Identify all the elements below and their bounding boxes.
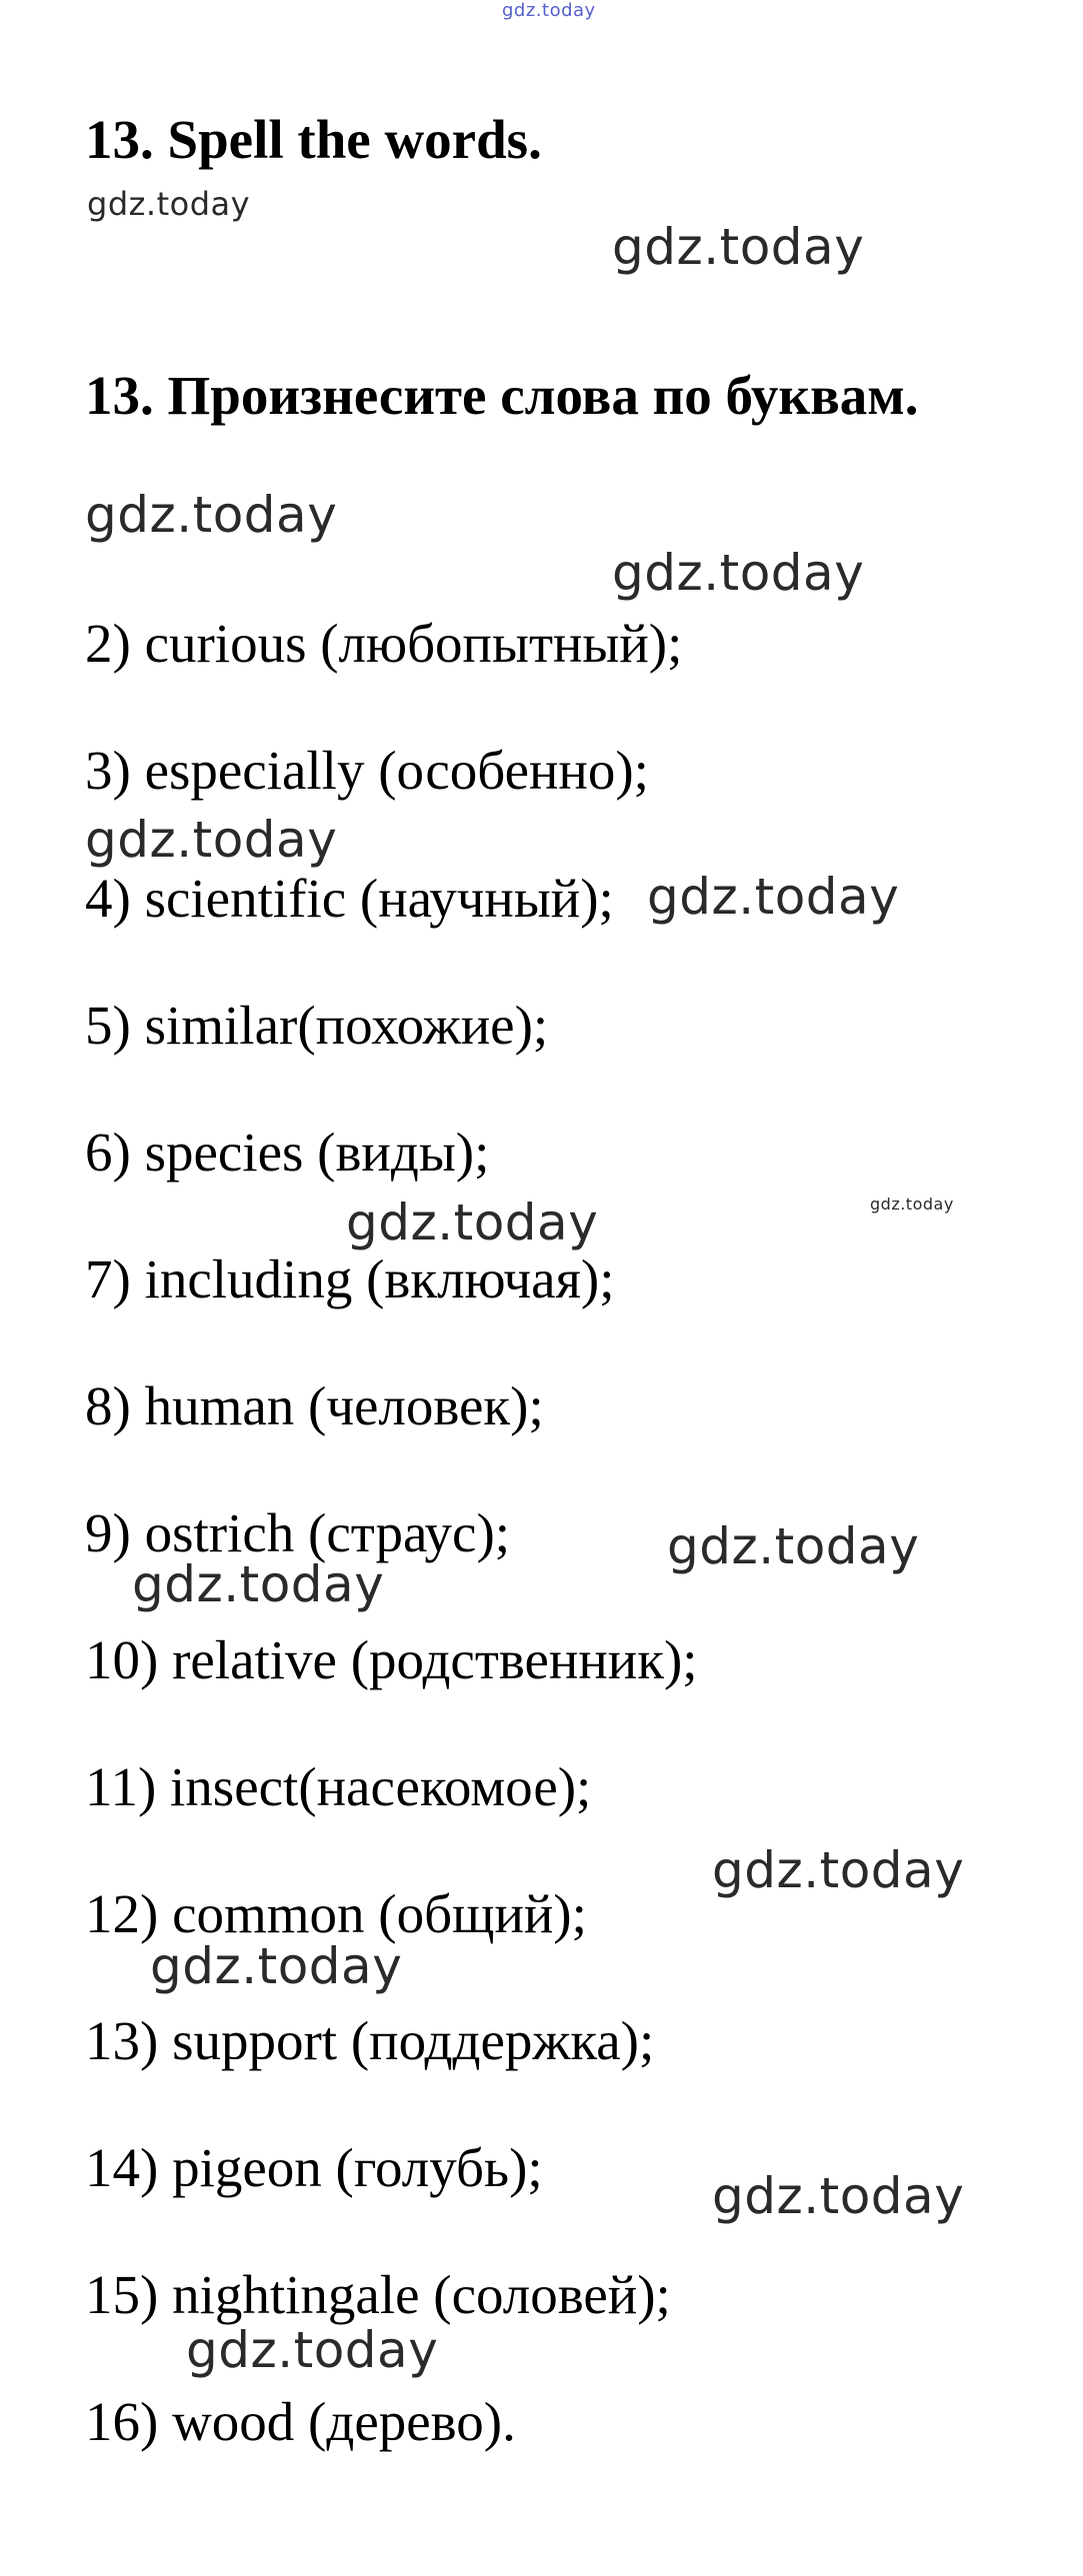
exercise-heading-en: 13. Spell the words. xyxy=(85,109,542,170)
list-item: 13) support (поддержка); xyxy=(85,2010,655,2071)
watermark: gdz.today xyxy=(186,2321,439,2379)
watermark-top: gdz.today xyxy=(502,0,596,21)
list-item: 10) relative (родственник); xyxy=(85,1629,698,1690)
list-item: 8) human (человек); xyxy=(85,1375,544,1436)
list-item: 11) insect(насекомое); xyxy=(85,1756,592,1817)
watermark: gdz.today xyxy=(85,811,338,869)
list-item: 9) ostrich (страус); xyxy=(85,1502,511,1563)
list-item: 4) scientific (научный); xyxy=(85,868,614,929)
list-item: 15) nightingale (соловей); xyxy=(85,2264,671,2325)
watermark: gdz.today xyxy=(647,868,900,926)
watermark: gdz.today xyxy=(612,544,865,602)
list-item: 6) species (виды); xyxy=(85,1122,490,1183)
watermark: gdz.today xyxy=(712,1841,965,1899)
watermark: gdz.today xyxy=(132,1555,385,1613)
watermark: gdz.today xyxy=(346,1194,599,1252)
list-item: 2) curious (любопытный); xyxy=(85,613,683,674)
list-item: 16) wood (дерево). xyxy=(85,2391,516,2452)
list-item: 14) pigeon (голубь); xyxy=(85,2137,543,2198)
watermark: gdz.today xyxy=(612,218,865,276)
list-item: 5) similar(похожие); xyxy=(85,995,549,1056)
watermark: gdz.today xyxy=(712,2167,965,2225)
exercise-heading-ru: 13. Произнесите слова по буквам. xyxy=(85,365,919,426)
list-item: 3) especially (особенно); xyxy=(85,740,649,801)
list-item: 7) including (включая); xyxy=(85,1249,615,1309)
watermark: gdz.today xyxy=(870,1195,954,1214)
watermark: gdz.today xyxy=(150,1937,403,1995)
watermark: gdz.today xyxy=(667,1517,920,1575)
watermark: gdz.today xyxy=(87,185,251,223)
watermark: gdz.today xyxy=(85,486,338,544)
list-item: 12) common (общий); xyxy=(85,1883,587,1944)
